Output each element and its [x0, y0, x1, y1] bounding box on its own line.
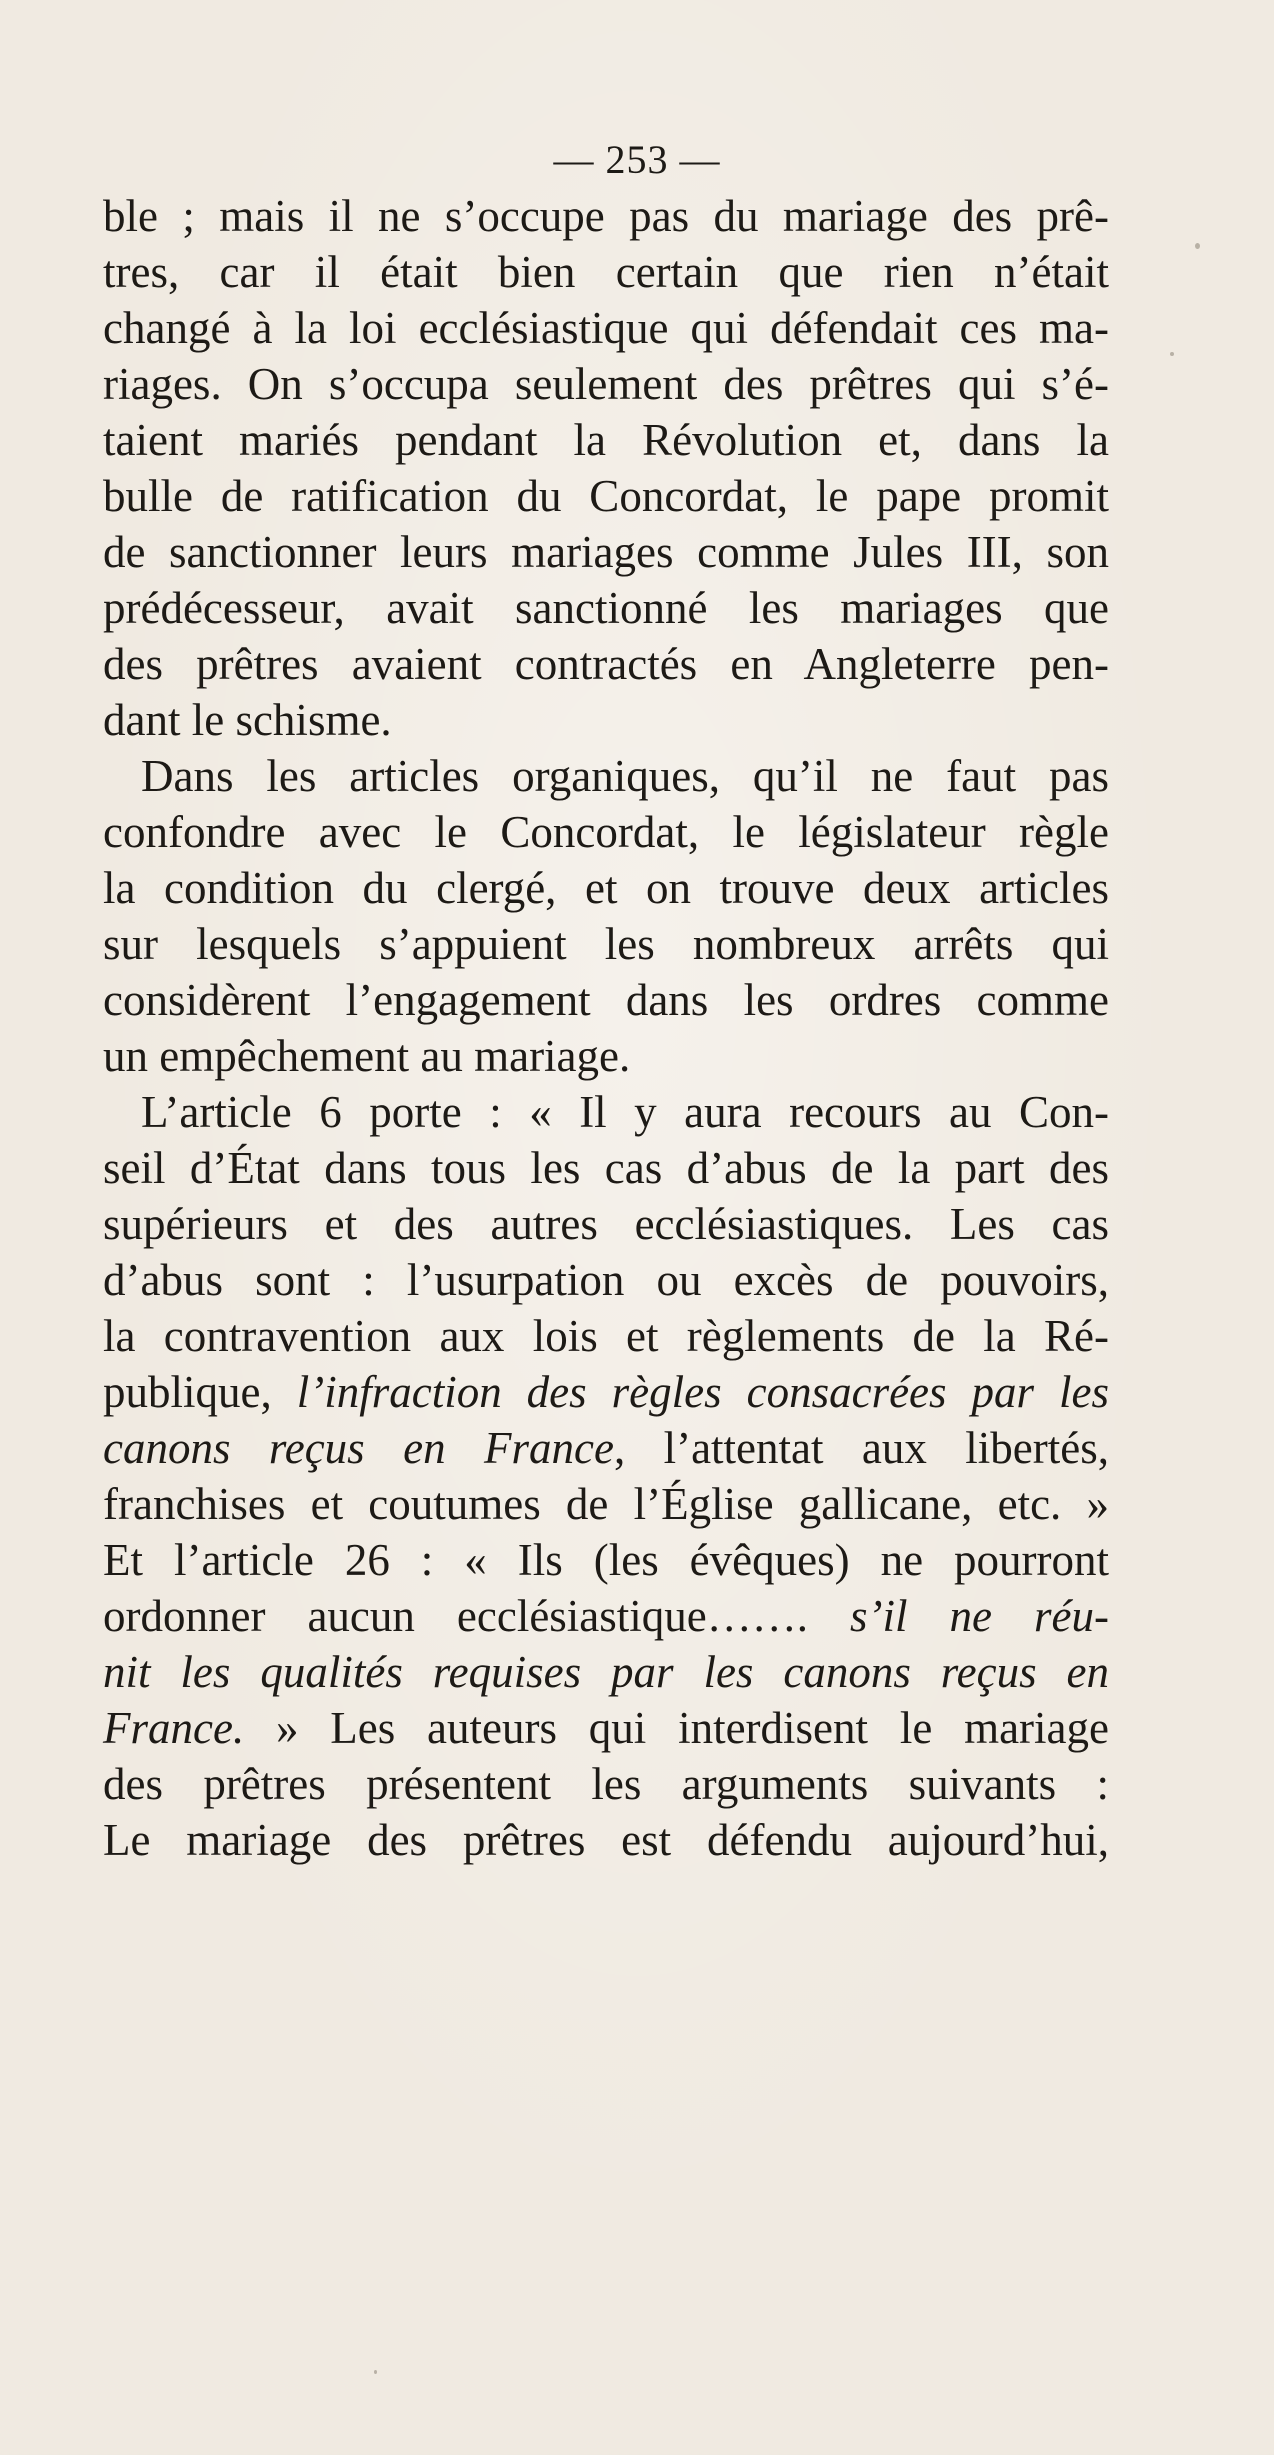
- text-line: [103, 356, 1109, 412]
- body-text: [103, 188, 1109, 1868]
- text-line: [103, 1140, 1109, 1196]
- text-line: [103, 692, 1109, 748]
- text-line: [103, 1028, 1109, 1084]
- line-text: franchises et coutumes de l’Église gallicane, etc. »: [103, 1479, 1109, 1529]
- line-text: supérieurs et des autres ecclésiastiques. Les cas: [103, 1199, 1109, 1249]
- print-speck: [374, 2370, 377, 2374]
- text-line: [103, 1308, 1109, 1364]
- print-speck: [1195, 243, 1200, 249]
- line-text: bulle de ratification du Concordat, le pape promit: [103, 471, 1109, 521]
- line-text: prédécesseur, avait sanctionné les mariages que: [103, 583, 1109, 633]
- line-text: des prêtres présentent les arguments suivants :: [103, 1759, 1109, 1809]
- italic-text: nit les qualités requises par les canons reçus en: [103, 1647, 1109, 1697]
- line-text: sur lesquels s’appuient les nombreux arrêts qui: [103, 919, 1109, 969]
- line-text: confondre avec le Concordat, le législateur règle: [103, 807, 1109, 857]
- line-text: tres, car il était bien certain que rien n’était: [103, 247, 1109, 297]
- line-text: , l’attentat aux libertés,: [613, 1423, 1109, 1473]
- text-line: [103, 1532, 1109, 1588]
- line-text: Le mariage des prêtres est défendu aujourd’hui,: [103, 1815, 1109, 1865]
- line-text: la contravention aux lois et règlements de la Ré-: [103, 1311, 1109, 1361]
- text-line: [103, 1588, 1109, 1644]
- line-text: ble ; mais il ne s’occupe pas du mariage des prê-: [103, 191, 1109, 241]
- text-line: [103, 244, 1109, 300]
- italic-text: s’il ne réu-: [850, 1591, 1110, 1641]
- text-line: [103, 916, 1109, 972]
- italic-text: canons reçus en France: [103, 1423, 614, 1473]
- text-line: [103, 1812, 1109, 1868]
- line-text: de sanctionner leurs mariages comme Jules III, son: [103, 527, 1109, 577]
- text-line: [103, 1476, 1109, 1532]
- line-text: dant le schisme.: [103, 695, 392, 745]
- text-line: [103, 1700, 1109, 1756]
- line-text: des prêtres avaient contractés en Angleterre pen-: [103, 639, 1109, 689]
- text-line: [103, 1196, 1109, 1252]
- line-text: » Les auteurs qui interdisent le mariage: [244, 1703, 1109, 1753]
- line-text: un empêchement au mariage.: [103, 1031, 631, 1081]
- text-line: [103, 1756, 1109, 1812]
- text-line: [103, 412, 1109, 468]
- text-line: [103, 1420, 1109, 1476]
- text-line: [103, 972, 1109, 1028]
- text-line: [103, 580, 1109, 636]
- print-speck: [1170, 352, 1174, 356]
- line-text: changé à la loi ecclésiastique qui défendait ces ma-: [103, 303, 1109, 353]
- line-text: d’abus sont : l’usurpation ou excès de pouvoirs,: [103, 1255, 1109, 1305]
- line-text: seil d’État dans tous les cas d’abus de la part des: [103, 1143, 1109, 1193]
- line-text: riages. On s’occupa seulement des prêtres qui s’é-: [103, 359, 1109, 409]
- text-line: [103, 636, 1109, 692]
- text-line: [103, 1252, 1109, 1308]
- line-text: taient mariés pendant la Révolution et, dans la: [103, 415, 1109, 465]
- line-text: ordonner aucun ecclésiastique…….: [103, 1591, 851, 1641]
- text-line: [103, 524, 1109, 580]
- text-line: [103, 300, 1109, 356]
- text-line: [103, 748, 1109, 804]
- text-line: [103, 1644, 1109, 1700]
- line-text: la condition du clergé, et on trouve deux articles: [103, 863, 1109, 913]
- text-line: [103, 1364, 1109, 1420]
- italic-text: France.: [103, 1703, 245, 1753]
- text-line: [103, 468, 1109, 524]
- text-line: [103, 1084, 1109, 1140]
- italic-text: l’infraction des règles consacrées par les: [296, 1367, 1109, 1417]
- line-text: L’article 6 porte : « Il y aura recours au Con-: [141, 1087, 1109, 1137]
- line-text: publique,: [103, 1367, 297, 1417]
- line-text: Et l’article 26 : « Ils (les évêques) ne pourront: [103, 1535, 1109, 1585]
- text-line: [103, 804, 1109, 860]
- page-number: — 253 —: [553, 137, 721, 182]
- text-line: [103, 860, 1109, 916]
- text-line: [103, 188, 1109, 244]
- line-text: considèrent l’engagement dans les ordres comme: [103, 975, 1109, 1025]
- line-text: Dans les articles organiques, qu’il ne faut pas: [141, 751, 1109, 801]
